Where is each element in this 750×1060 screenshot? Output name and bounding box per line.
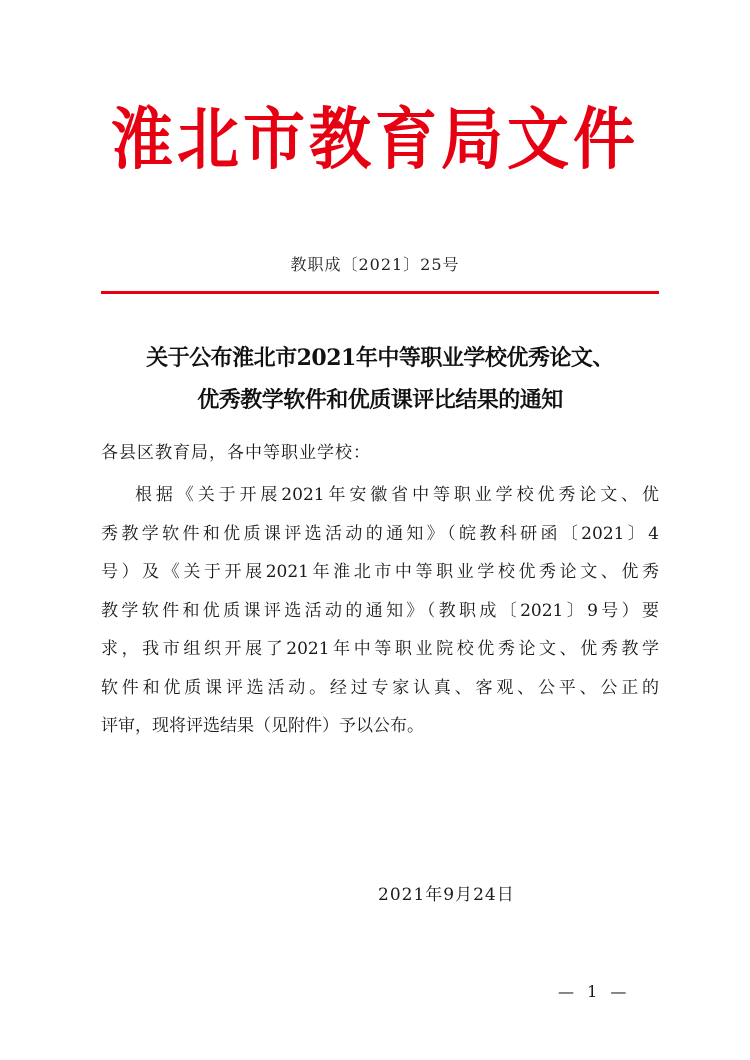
body-line: 教学软件和优质课评选活动的通知》（教职成〔2021〕9号）要 [101, 600, 659, 621]
issue-date: 2021年9月24日 [378, 885, 515, 905]
body-line: 求，我市组织开展了2021年中等职业院校优秀论文、优秀教学 [101, 639, 659, 659]
notice-title [100, 337, 660, 421]
notice-title-line-1: 关于公布淮北市2021年中等职业学校优秀论文、 [146, 345, 614, 371]
issuer-header: 淮北市教育局文件 [110, 100, 639, 179]
body-line: 秀教学软件和优质课评选活动的通知》（皖教科研函〔2021〕4 [101, 523, 659, 544]
body-line: 号）及《关于开展2021年淮北市中等职业学校优秀论文、优秀 [101, 562, 659, 582]
page-number: — 1 — [558, 982, 631, 1001]
body-paragraph [101, 476, 659, 746]
document-number: 教职成〔2021〕25号 [290, 255, 460, 274]
red-divider [101, 291, 659, 294]
body-line: 评审，现将评选结果（见附件）予以公布。 [101, 716, 424, 736]
body-line: 软件和优质课评选活动。经过专家认真、客观、公平、公正的 [101, 677, 659, 698]
body-line: 根据《关于开展2021年安徽省中等职业学校优秀论文、优 [135, 485, 659, 505]
salutation: 各县区教育局，各中等职业学校： [101, 443, 371, 463]
notice-title-line-2: 优秀教学软件和优质课评比结果的通知 [197, 387, 563, 413]
